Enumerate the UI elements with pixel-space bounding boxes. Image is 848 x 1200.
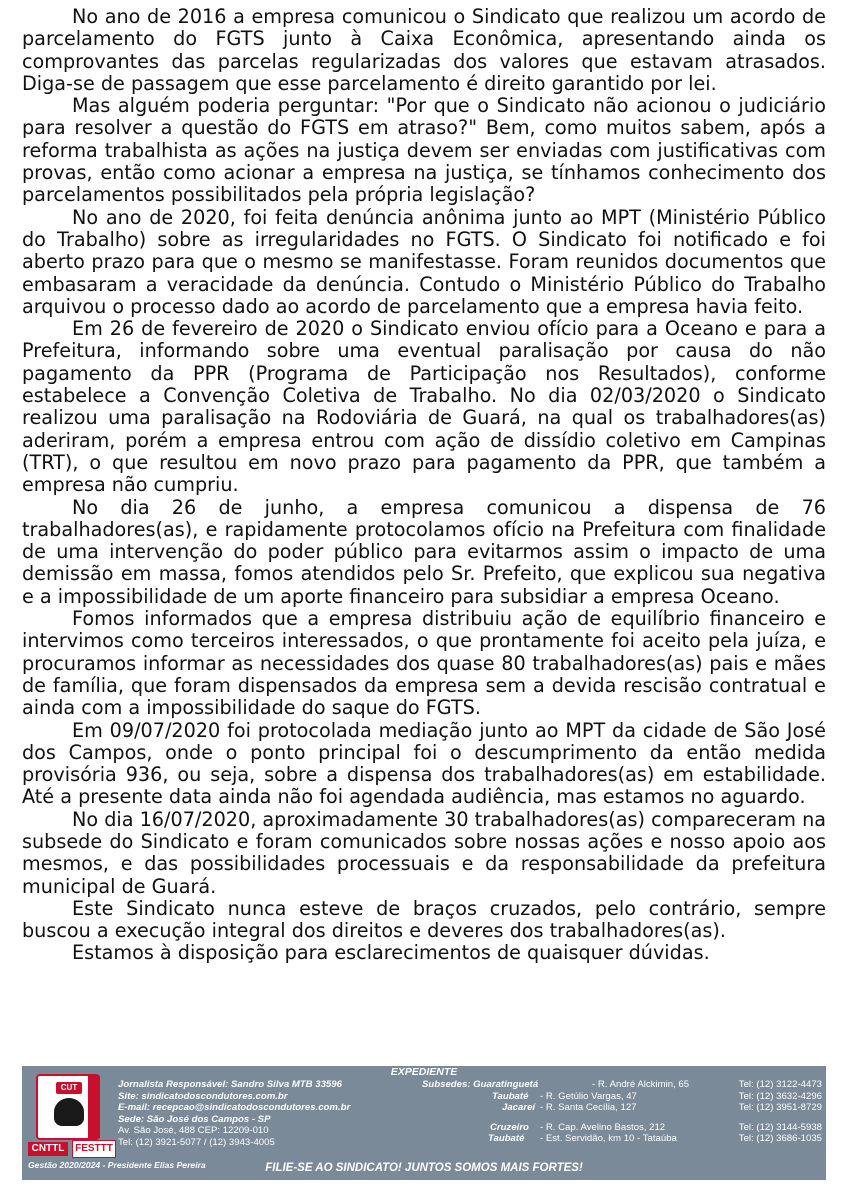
subsede-phone: Tel: (12) 3122-4473 [738, 1079, 822, 1090]
headquarters-line: Sede: São José dos Campos - SP [118, 1113, 271, 1125]
subsede-address: - R. André Alckimin, 65 [592, 1079, 690, 1090]
spacer [422, 1114, 822, 1122]
phone-line: Tel: (12) 3921-5077 / (12) 3943-4005 [118, 1136, 275, 1148]
subsede-row [422, 1122, 822, 1134]
contact-info [118, 1079, 418, 1149]
driver-icon [54, 1098, 84, 1126]
subsede-phone: Tel: (12) 3686-1035 [738, 1133, 822, 1145]
paragraph: No dia 16/07/2020, aproximadamente 30 trabalhadores(as) compareceram na subsede do Sindicato e foram comunicados sobre nossas ações e nosso apoio aos mesmos, e das possibilidades processuais e da responsabilidade da prefeitura municipal de Guará. [22, 807, 826, 898]
address-line: Av. São José, 488 CEP: 12209-010 [118, 1125, 269, 1137]
paragraph: No dia 26 de junho, a empresa comunicou a dispensa de 76 trabalhadores(as), e rapidamente protocolamos ofício na Prefeitura com finalidade de uma intervenção do poder público para evitarmos assim o impacto de uma demissão em massa, fomos atendidos pelo Sr. Prefeito, que explicou sua negativa e a impossibilidade de um aporte financeiro para subsidiar a empresa Oceano. [22, 495, 826, 608]
subsede-row [422, 1091, 822, 1103]
subsede-address: - Est. Servidão, km 10 - Tataúba [540, 1133, 677, 1145]
cut-logo: CUT [56, 1082, 82, 1094]
subsede-address: - R. Cap. Avelino Bastos, 212 [540, 1121, 666, 1133]
subsede-row [422, 1102, 822, 1114]
subsede-city: Jacareí [502, 1102, 536, 1114]
subsede-city: Cruzeiro [490, 1121, 529, 1133]
paragraph: No ano de 2020, foi feita denúncia anônima junto ao MPT (Ministério Público do Trabalho) sobre as irregularidades no FGTS. O Sindicato foi notificado e foi aberto prazo para que o mesmo se manifestasse. Foram reunidos documentos que embasaram a veracidade da denúncia. Contudo o Ministério Público do Trabalho arquivou o processo dado ao acordo de parcelamento que a empresa havia feito. [22, 205, 826, 318]
paragraph: Fomos informados que a empresa distribuiu ação de equilíbrio financeiro e intervimos como terceiros interessados, o que prontamente foi aceito pela juíza, e procuramos informar as necessidades dos quase 80 trabalhadores(as) pais e mães de família, que foram dispensados da empresa sem a devida rescisão contratual e ainda com a impossibilidade do saque do FGTS. [22, 607, 826, 720]
paragraph: Em 09/07/2020 foi protocolada mediação junto ao MPT da cidade de São José dos Campos, onde o ponto principal foi o descumprimento da então medida provisória 936, ou seja, sobre a dispensa dos trabalhadores(as) em estabilidade. Até a presente data ainda não foi agendada audiência, mas estamos no aguardo. [22, 718, 826, 809]
subsede-city: Taubaté [488, 1133, 525, 1145]
subsede-row [422, 1079, 822, 1091]
paragraph: Estamos à disposição para esclarecimentos de quaisquer dúvidas. [72, 941, 710, 965]
cnttl-logo: CNTTL [28, 1142, 68, 1156]
subsede-address: - R. Santa Cecília, 127 [540, 1102, 637, 1114]
subsede-phone: Tel: (12) 3144-5938 [738, 1121, 822, 1133]
logo-stripe [88, 1076, 100, 1138]
journalist-line: Jornalista Responsável: Sandro Silva MTB 33596 [118, 1079, 342, 1090]
festtt-logo: FESTTT [72, 1140, 116, 1158]
gestao-text: Gestão 2020/2024 - Presidente Elias Pereira [28, 1160, 206, 1170]
paragraph: Este Sindicato nunca esteve de braços cruzados, pelo contrário, sempre buscou a execução integral dos direitos e deveres dos trabalhadores(as). [22, 896, 826, 943]
subsede-phone: Tel: (12) 3632-4296 [738, 1090, 822, 1102]
subsede-city: Subsedes: Guaratinguetá [422, 1079, 539, 1090]
subsede-row [422, 1133, 822, 1145]
expediente-footer [22, 1066, 826, 1180]
subsede-address: - R. Getúlio Vargas, 47 [540, 1090, 637, 1102]
slogan: FILIE-SE AO SINDICATO! JUNTOS SOMOS MAIS FORTES! [265, 1162, 583, 1174]
paragraph: Em 26 de fevereiro de 2020 o Sindicato enviou ofício para a Oceano e para a Prefeitura, informando sobre uma eventual paralisação por causa do não pagamento da PPR (Programa de Participação nos Resultados), conforme estabelece a Convenção Coletiva de Trabalho. No dia 02/03/2020 o Sindicato realizou uma paralisação na Rodoviária de Guará, na qual os trabalhadores(as) aderiram, porém a empresa entrou com ação de dissídio coletivo em Campinas (TRT), o que resultou em novo prazo para pagamento da PPR, que também a empresa não cumpriu. [22, 317, 826, 497]
union-logo [36, 1074, 100, 1140]
subsedes-list [422, 1079, 822, 1145]
email-link[interactable]: E-mail: recepcao@sindicatodoscondutores.com.br [118, 1102, 351, 1114]
site-link[interactable]: Site: sindicatodoscondutores.com.br [118, 1090, 288, 1102]
paragraph: Mas alguém poderia perguntar: "Por que o Sindicato não acionou o judiciário para resolver a questão do FGTS em atraso?" Bem, como muitos sabem, após a reforma trabalhista as ações na justiça devem ser enviadas com justificativas com provas, então como acionar a empresa na justiça, se tínhamos conhecimento dos parcelamentos possibilitados pela própria legislação? [22, 94, 826, 207]
paragraph: No ano de 2016 a empresa comunicou o Sindicato que realizou um acordo de parcelamento do FGTS junto à Caixa Econômica, apresentando ainda os comprovantes das parcelas regularizadas dos valores que estavam atrasados. Diga-se de passagem que esse parcelamento é direito garantido por lei. [22, 5, 826, 95]
subsede-phone: Tel: (12) 3951-8729 [738, 1102, 822, 1114]
subsede-city: Taubaté [492, 1090, 529, 1102]
expediente-title: EXPEDIENTE [390, 1066, 458, 1078]
article-body [22, 6, 826, 965]
